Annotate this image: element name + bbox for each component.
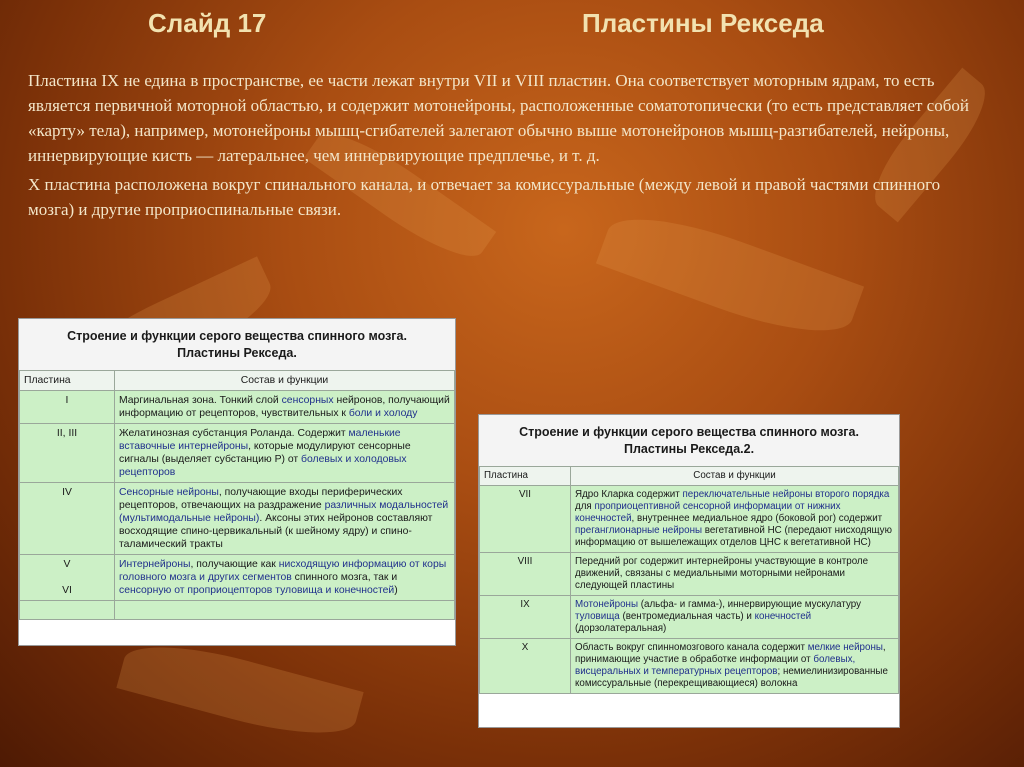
lamina-number: X [480,639,571,694]
lamina-number: V VI [20,555,115,601]
slide-title: Пластины Рекседа [582,8,824,38]
column-header-function: Состав и функции [571,467,899,486]
background-leaf [116,630,363,750]
table-row [480,639,899,694]
lamina-description: Желатинозная субстанция Роланда. Содержит маленькие вставочные интернейроны, которые модулируют сенсорные сигналы (выделяет субстанцию P) от болевых и холодовых рецепторов [115,424,455,483]
column-header-lamina: Пластина [20,371,115,391]
lamina-description: Интернейроны, получающие как нисходящую информацию от коры головного мозга и других сегментов спинного мозга, так и сенсорную от проприоцепторов туловища и конечностей) [115,555,455,601]
paragraph-lamina-ix: Пластина IX не едина в пространстве, ее части лежат внутри VII и VIII пластин. Она соответствует моторным ядрам, то есть является первичной моторной областью, и содержит мотонейроны, расположенные соматотопически (то есть представляет собой «карту» тела), например, мотонейроны мышц-сгибателей залегают обычно выше мотонейронов мышц-разгибателей, нейроны, иннервирующие кисть — латеральнее, чем иннервирующие предплечье, и т. д. [28,71,969,165]
table-row [20,391,455,424]
lamina-number: VIII [480,553,571,596]
lamina-description: Маргинальная зона. Тонкий слой сенсорных нейронов, получающий информацию от рецепторов, чувствительных к боли и холоду [115,391,455,424]
lamina-description: Сенсорные нейроны, получающие входы периферических рецепторов, отвечающих на раздражение различных модальностей (мультимодальные нейроны). Аксоны этих нейронов составляют восходящие спино-цервикальный (к шейному ядру) и спино-таламический тракты [115,483,455,555]
table-row [480,553,899,596]
rexed-table-1 [18,318,456,646]
table-row [480,486,899,553]
lamina-description: Мотонейроны (альфа- и гамма-), иннервирующие мускулатуру туловища (вентромедиальная часть) и конечностей (дорзолатеральная) [571,596,899,639]
table-row [480,596,899,639]
table-row [20,483,455,555]
slide-body [28,68,988,226]
table-2-grid [479,466,899,694]
lamina-number: I [20,391,115,424]
table-1-title: Строение и функции серого вещества спинного мозга. Пластины Рекседа. [19,319,455,370]
column-header-lamina: Пластина [480,467,571,486]
lamina-number: VII [480,486,571,553]
table-2-title: Строение и функции серого вещества спинного мозга. Пластины Рекседа.2. [479,415,899,466]
lamina-number: IX [480,596,571,639]
paragraph-lamina-x: X пластина расположена вокруг спинального канала, и отвечает за комиссуральные (между левой и правой частями спинного мозга) и другие проприоспинальные связи. [28,175,941,219]
table-row [20,555,455,601]
table-row [20,424,455,483]
column-header-function: Состав и функции [115,371,455,391]
lamina-description: Передний рог содержит интернейроны участвующие в контроле движений, связаны с медиальными моторными нейронами следующей пластины [571,553,899,596]
table-1-grid [19,370,455,620]
lamina-number: IV [20,483,115,555]
slide-number-title: Слайд 17 [148,8,267,38]
lamina-number: II, III [20,424,115,483]
lamina-description: Область вокруг спинномозгового канала содержит мелкие нейроны, принимающие участие в обработке информации от болевых, висцеральных и температурных рецепторов; немиелинизированные комиссуральные (перекрещивающиеся) волокна [571,639,899,694]
lamina-description: Ядро Кларка содержит переключательные нейроны второго порядка для проприоцептивной сенсорной информации от нижних конечностей, внутреннее медиальное ядро (боковой рог) содержит преганглионарные нейроны вегетативной НС (передают нисходящую информацию от вышележащих отделов ЦНС к вегетативной НС) [571,486,899,553]
rexed-table-2 [478,414,900,728]
